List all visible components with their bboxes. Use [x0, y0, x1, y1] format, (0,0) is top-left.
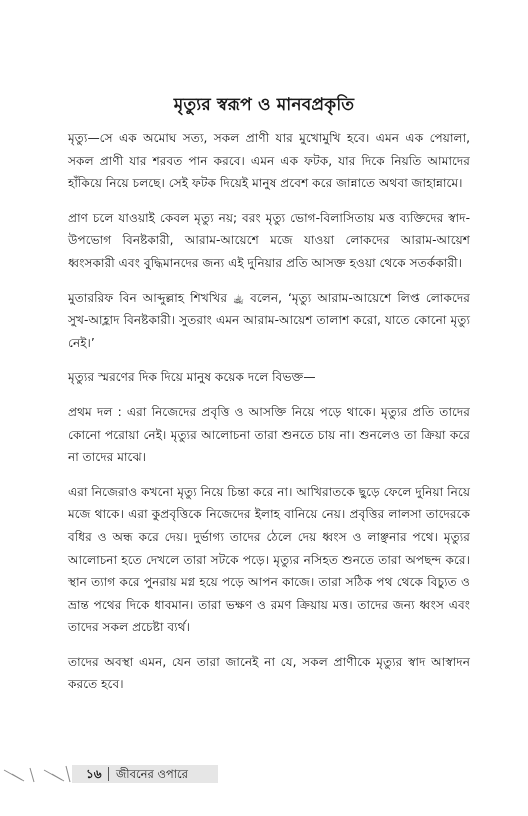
- footer-ornament-icon: [0, 762, 80, 786]
- paragraph-4: মৃত্যুর স্মরণের দিক দিয়ে মানুষ কয়েক দলে বিভক্ত—: [68, 370, 316, 385]
- paragraph-1: মৃত্যু—সে এক অমোঘ সত্য, সকল প্রাণী যার মুখোমুখি হবে। এমন এক পেয়ালা, সকল প্রাণী যার শরবত পান করবে। এমন এক ফটক, যার দিকে নিয়তি আমাদের হাঁকিয়ে নিয়ে চলছে। সেই ফটক দিয়েই মানুষ প্রবেশ করে জান্নাতে অথবা জাহান্নামে।: [68, 131, 470, 191]
- page-number: ১৬: [86, 767, 102, 781]
- running-title: জীবনের ওপারে: [116, 767, 188, 781]
- paragraph-6: এরা নিজেরাও কখনো মৃত্যু নিয়ে চিন্তা করে না। আখিরাতকে ছুড়ে ফেলে দুনিয়া নিয়ে মজে থাকে। এরা কুপ্রবৃত্তিকে নিজেদের ইলাহ বানিয়ে নেয়। প্রবৃত্তির লালসা তাদেরকে বধির ও অন্ধ করে দেয়। দুর্ভাগ্য তাদের ঠেলে দেয় ধ্বংস ও লাঞ্ছনার পথে। মৃত্যুর আলোচনা হতে দেখলে তারা সটকে পড়ে। মৃত্যুর নসিহত শুনতে তারা অপছন্দ করে। স্থান ত্যাগ করে পুনরায় মগ্ন হয়ে পড়ে আপন কাজে। তারা সঠিক পথ থেকে বিচ্যুত ও ভ্রান্ত পথের দিকে ধাবমান। তারা ভক্ষণ ও রমণ ক্রিয়ায় মত্ত। তাদের জন্য ধ্বংস এবং তাদের সকল প্রচেষ্টা ব্যর্থ।: [68, 484, 470, 635]
- paragraph-3: মুতাররিফ বিন আব্দুল্লাহ শিখখির ﵀ বলেন, ‘মৃত্যু আরাম-আয়েশে লিপ্ত লোকদের সুখ-আহ্লাদ বিনষ্টকারী। সুতরাং এমন আরাম-আয়েশ তালাশ করো, যাতে কোনো মৃত্যু নেই।’: [68, 290, 470, 350]
- body-text: [68, 127, 470, 708]
- paragraph-2: প্রাণ চলে যাওয়াই কেবল মৃত্যু নয়; বরং মৃত্যু ভোগ-বিলাসিতায় মত্ত ব্যক্তিদের স্বাদ-উপভোগ বিনষ্টকারী, আরাম-আয়েশে মজে যাওয়া লোকদের আরাম-আয়েশ ধ্বংসকারী এবং বুদ্ধিমানদের জন্য এই দুনিয়ার প্রতি আসক্ত হওয়া থেকে সতর্ককারী।: [68, 210, 470, 270]
- paragraph-7: তাদের অবস্থা এমন, যেন তারা জানেই না যে, সকল প্রাণীকে মৃত্যুর স্বাদ আস্বাদন করতে হবে।: [68, 654, 470, 692]
- footer-divider: [108, 767, 109, 781]
- page-footer: [0, 762, 528, 786]
- paragraph-5: প্রথম দল : এরা নিজেদের প্রবৃত্তি ও আসক্তি নিয়ে পড়ে থাকে। মৃত্যুর প্রতি তাদের কোনো পরোয়া নেই। মৃত্যুর আলোচনা তারা শুনতে চায় না। শুনলেও তা ক্রিয়া করে না তাদের মাঝে।: [68, 404, 470, 465]
- page-title: মৃত্যুর স্বরূপ ও মানবপ্রকৃতি: [173, 95, 355, 115]
